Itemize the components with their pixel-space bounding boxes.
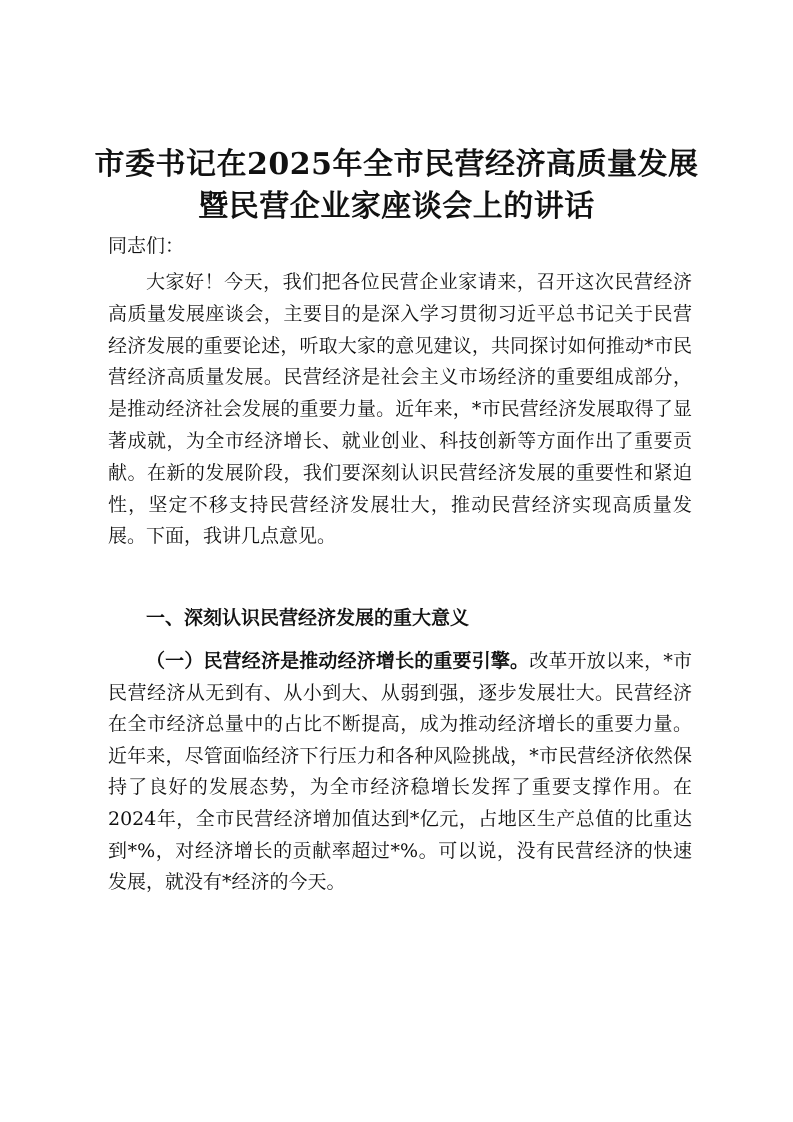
subsection-paragraph-1 <box>108 646 692 899</box>
subsection-text-1: 改革开放以来，*市民营经济从无到有、从小到大、从弱到强，逐步发展壮大。民营经济在全市经济总量中的占比不断提高，成为推动经济增长的重要力量。近年来，尽管面临经济下行压力和各种风险挑战，*市民营经济依然保持了良好的发展态势，为全市经济稳增长发挥了重要支撑作用。在2024年，全市民营经济增加值达到*亿元，占地区生产总值的比重达到*%，对经济增长的贡献率超过*%。可以说，没有民营经济的快速发展，就没有*经济的今天。 <box>108 650 692 894</box>
document-title-line1: 市委书记在2025年全市民营经济高质量发展 <box>94 147 699 182</box>
document-title-line2: 暨民营企业家座谈会上的讲话 <box>198 189 595 224</box>
opening-paragraph: 大家好！今天，我们把各位民营企业家请来，召开这次民营经济高质量发展座谈会，主要目的是深入学习贯彻习近平总书记关于民营经济发展的重要论述，听取大家的意见建议，共同探讨如何推动*市民营经济高质量发展。民营经济是社会主义市场经济的重要组成部分，是推动经济社会发展的重要力量。近年来，*市民营经济发展取得了显著成就，为全市经济增长、就业创业、科技创新等方面作出了重要贡献。在新的发展阶段，我们要深刻认识民营经济发展的重要性和紧迫性，坚定不移支持民营经济发展壮大，推动民营经济实现高质量发展。下面，我讲几点意见。 <box>108 271 692 548</box>
salutation: 同志们： <box>108 235 185 257</box>
section-heading-1: 一、深刻认识民营经济发展的重大意义 <box>146 607 470 629</box>
subsection-lead-1: （一）民营经济是推动经济增长的重要引擎。 <box>146 650 530 672</box>
